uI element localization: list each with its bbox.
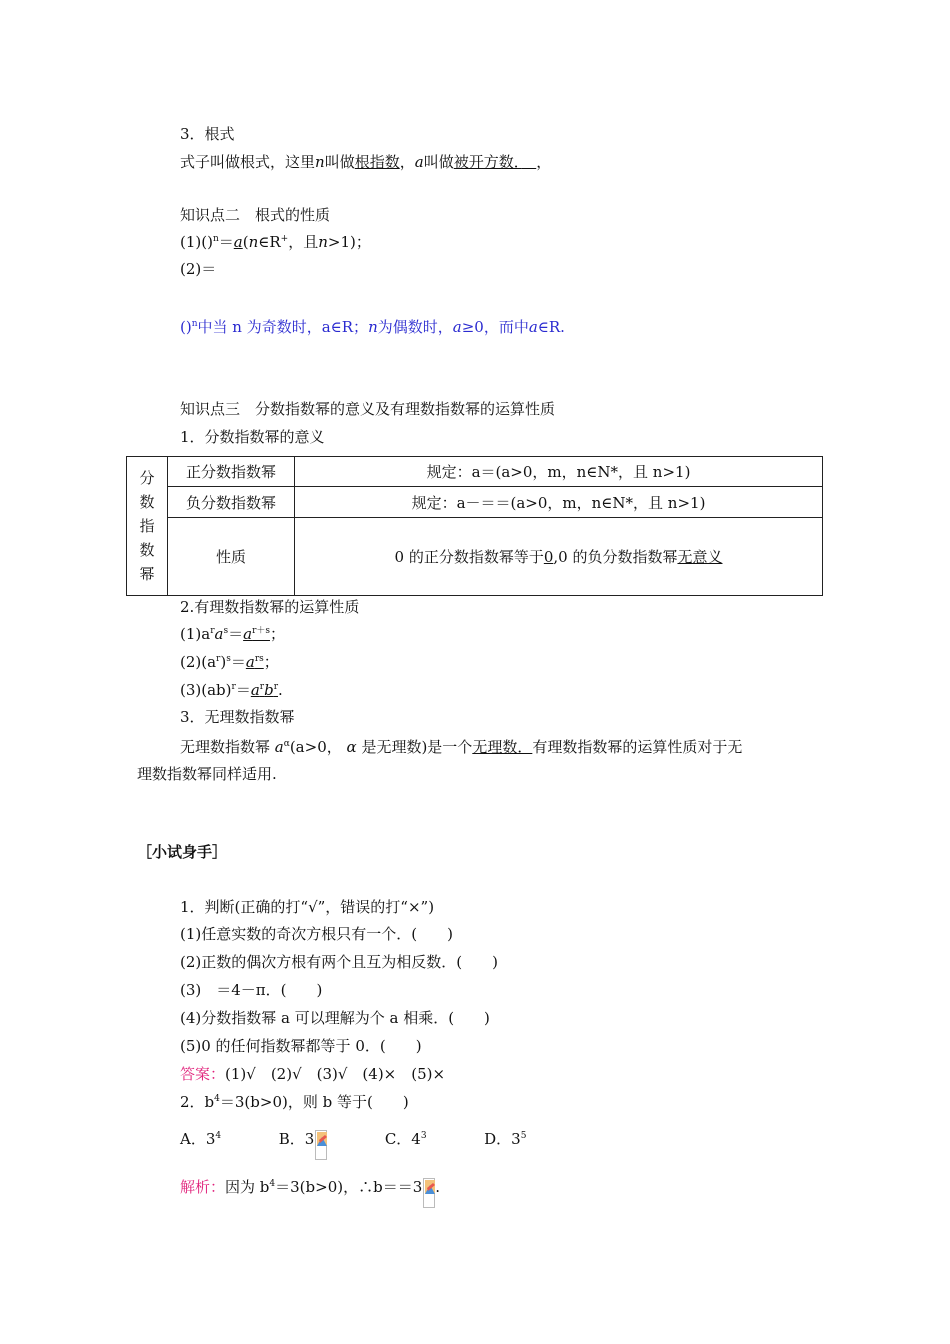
text: (2)(a [180,653,217,671]
irrational-paragraph-line2: 理数指数幂同样适用. [137,765,277,783]
sup: α [283,739,290,749]
text: ； [269,625,285,643]
row-value: 规定：a＝(a>0，m，n∈N*，且 n>1) [295,457,823,487]
table-row [127,487,823,518]
var-a: a [452,318,462,336]
sup: r＋s [252,626,270,636]
text: ,0 的负分数指数幂 [553,548,678,566]
text: 中当 n 为奇数时，a∈R； [197,318,369,336]
row-value: 规定：a－＝＝(a>0，m，n∈N*，且 n>1) [295,487,823,518]
question-1-item: (3) ＝4－π．( ) [180,981,323,999]
fractional-exponent-table [126,456,823,596]
text: ＝ [218,233,234,251]
text: C．4 [384,1130,421,1148]
text: ∈R [258,233,281,251]
var-a: a [274,738,284,756]
solution-label: 解析： [180,1178,226,1196]
question-2-choices [180,1129,526,1160]
text: 2．b [180,1093,215,1111]
var-n: n [315,153,325,171]
text: 0 的正分数指数幂等于 [394,548,544,566]
text: . [435,1178,441,1196]
label-char: 指 [139,517,155,535]
sup: 5 [520,1131,527,1141]
text: 有理数指数幂的运算性质对于无 [532,738,743,756]
property-1 [180,232,371,252]
answer-var: a [243,625,253,643]
sup: s [226,654,231,664]
irrational-paragraph-line1 [180,737,742,757]
text: ≥0，而中 [461,318,529,336]
answer-a: a [233,233,243,251]
table-row [127,457,823,487]
choice-d[interactable] [484,1130,526,1148]
answer-irrational: 无理数． [472,738,533,756]
text: ＝ [230,653,246,671]
sup: n [191,319,198,329]
var-n: n [368,318,378,336]
text: (3)(ab) [180,681,232,699]
text: (1)a [180,625,211,643]
sup: 3 [420,1131,427,1141]
label-char: 数 [139,541,155,559]
answer-zero: 0 [543,548,554,566]
var-a: a [414,153,424,171]
sup: r [216,654,221,664]
text: ，且 [288,233,319,251]
broken-image-icon [423,1178,435,1208]
rule-2 [180,652,279,672]
choice-b[interactable] [279,1130,328,1148]
answer-label: 答案： [180,1065,226,1083]
sup: s [223,626,229,636]
text: ∈R. [537,318,565,336]
broken-image-icon [315,1130,327,1160]
text: ， [536,153,552,171]
label-char: 幂 [139,565,155,583]
row-name: 负分数指数幂 [168,487,295,518]
subheading-rational-ops: 2.有理数指数幂的运算性质 [180,598,360,616]
text: 叫做 [423,153,454,171]
question-2 [180,1092,409,1112]
answer-root-index: 根指数 [354,153,400,171]
choice-a[interactable] [180,1130,221,1148]
text: ＝ [228,625,244,643]
answer-var: a [245,653,255,671]
text: . [278,681,283,699]
sup: r [259,682,265,692]
text: (1)() [180,233,213,251]
text: ， [399,153,415,171]
text: 是无理数)是一个 [361,738,473,756]
answer-var: b [264,681,274,699]
sup: 4 [269,1179,276,1189]
sup: + [280,234,289,244]
label-char: 分 [139,469,155,487]
solution-line [180,1177,440,1208]
text: (a>0， [289,738,342,756]
text: A．3 [180,1130,216,1148]
var-alpha: α [346,738,357,756]
text: >1)； [327,233,371,251]
question-1-item: (1)任意实数的奇次方根只有一个．( ) [180,925,453,943]
var-a: a [214,625,224,643]
text: 因为 b [225,1178,270,1196]
question-1-item: (2)正数的偶次方根有两个且互为相反数．( ) [180,953,498,971]
var-n: n [318,233,328,251]
vertical-label-cell [127,457,168,596]
text: ＝ [235,681,251,699]
text: ； [263,653,279,671]
text: ( [242,233,249,251]
radical-definition [180,152,551,172]
subheading-irrational: 3．无理数指数幂 [180,708,295,726]
sup: n [212,234,219,244]
property-note [180,317,565,337]
row-name: 性质 [168,518,295,596]
text: 式子叫做根式，这里 [180,153,316,171]
sup: rs [254,654,264,664]
row-value [295,518,823,596]
answer-radicand: 被开方数． [453,153,522,171]
text: ＝3(b>0)，∴b＝＝3 [275,1178,423,1196]
sup: 4 [214,1094,220,1104]
knowledge-point-3-heading: 知识点三 分数指数幂的意义及有理数指数幂的运算性质 [180,400,556,418]
sup: r [231,682,236,692]
var-n: n [248,233,259,251]
knowledge-point-2-heading: 知识点二 根式的性质 [180,206,331,224]
question-1-item: (5)0 的任何指数幂都等于 0．( ) [180,1037,422,1055]
question-1: 1．判断(正确的打“√”，错误的打“×”) [180,898,435,916]
text: () [180,318,192,336]
subheading-fractional-meaning: 1．分数指数幂的意义 [180,428,325,446]
property-2: (2)＝ [180,260,217,278]
table-row [127,518,823,596]
answer-meaningless: 无意义 [677,548,723,566]
text: 叫做 [324,153,355,171]
label-char: 数 [139,493,155,511]
answer-var: a [250,681,260,699]
text: D．3 [484,1130,521,1148]
sup: r [273,682,279,692]
rule-1 [180,624,285,644]
row-name: 正分数指数幂 [168,457,295,487]
sup: 4 [215,1131,222,1141]
text: 为偶数时， [377,318,453,336]
rule-3 [180,680,283,700]
text: ＝3(b>0)，则 b 等于( ) [219,1093,409,1111]
text: ) [220,653,227,671]
sup: r [210,626,215,636]
text: B．3 [278,1130,315,1148]
question-1-item: (4)分数指数幂 a 可以理解为个 a 相乘．( ) [180,1009,490,1027]
answer-text: (1)√ (2)√ (3)√ (4)× (5)× [225,1065,446,1083]
choice-c[interactable] [385,1130,427,1148]
practice-heading: ［小试身手］ [137,843,228,861]
text: 无理数指数幂 [180,738,271,756]
section-heading-radical: 3．根式 [180,125,235,143]
answer-line [180,1064,445,1084]
var-a: a [528,318,538,336]
